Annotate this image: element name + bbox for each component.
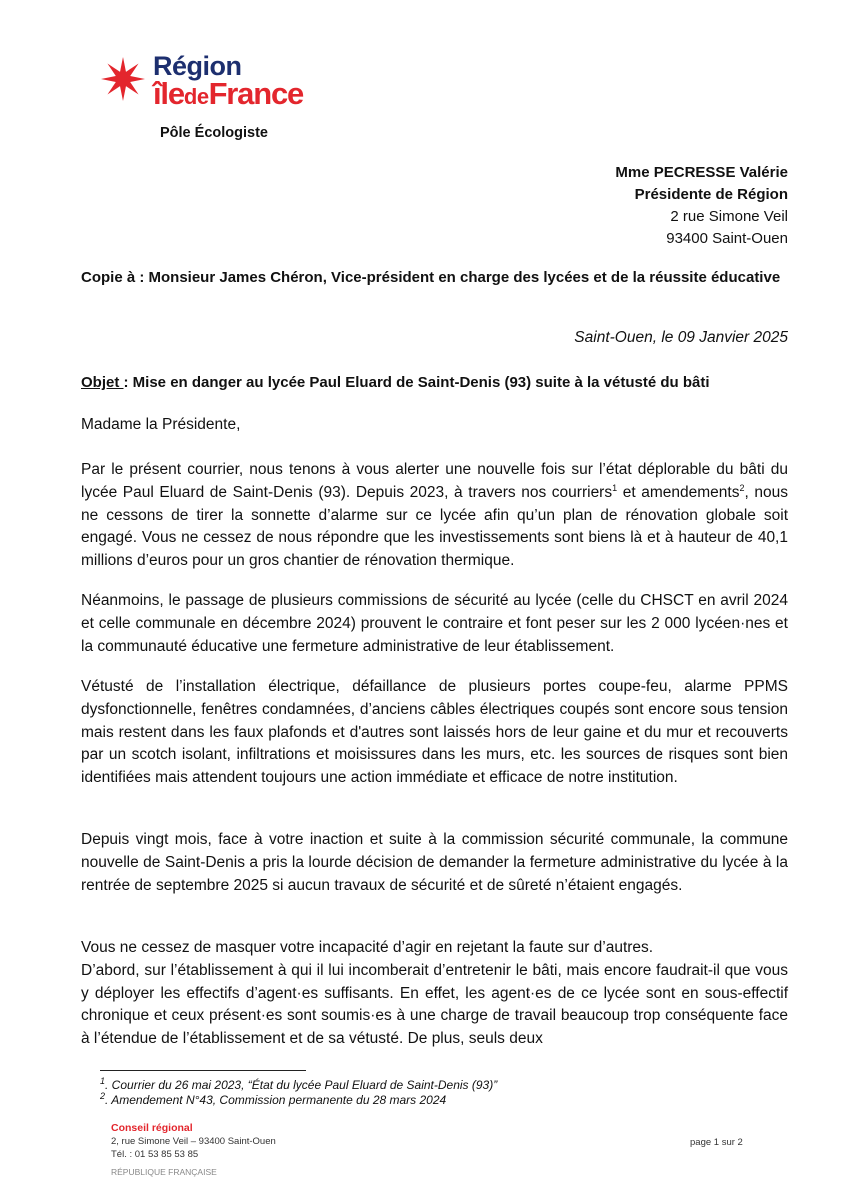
subject-line bbox=[81, 374, 710, 391]
subject-label: Objet bbox=[81, 374, 124, 391]
footnote-1-text: . Courrier du 26 mai 2023, “État du lycée Paul Eluard de Saint-Denis (93)” bbox=[105, 1078, 498, 1092]
footnotes bbox=[100, 1078, 497, 1108]
paragraph-2-text: Néanmoins, le passage de plusieurs commissions de sécurité au lycée (celle du CHSCT en avril 2024 et celle communale en décembre 2024) prouvent le contraire et font peser sur les 2 000 lycéen·nes et la communauté éducative une fermeture administrative de leur établissement. bbox=[81, 592, 788, 655]
footer-org: Conseil régional bbox=[111, 1122, 193, 1134]
footnote-2-text: . Amendement N°43, Commission permanente du 28 mars 2024 bbox=[105, 1093, 447, 1107]
copy-to-line: Copie à : Monsieur James Chéron, Vice-président en charge des lycées et de la réussite éducative bbox=[81, 269, 781, 286]
recipient-address-line1: 2 rue Simone Veil bbox=[670, 208, 788, 225]
paragraph-4 bbox=[81, 829, 788, 897]
footnote-1-number: 1 bbox=[100, 1076, 106, 1086]
paragraph-5 bbox=[81, 937, 788, 1051]
star-icon bbox=[100, 56, 146, 102]
footer-phone: Tél. : 01 53 85 53 85 bbox=[111, 1149, 199, 1160]
paragraph-3 bbox=[81, 676, 788, 790]
recipient-address-line2: 93400 Saint-Ouen bbox=[666, 230, 788, 247]
paragraph-1-part-c: , nous ne cessons de tirer la sonnette d’alarme sur ce lycée afin qu’un plan de rénovation globale soit engagé. Vous ne cessez de nous répondre que les investissements sont biens là et à hauteur de 40,1 millions d’euros pour un gros chantier de rénovation thermique. bbox=[81, 483, 788, 570]
logo-ile: île bbox=[153, 76, 184, 111]
paragraph-1 bbox=[81, 459, 788, 573]
salutation: Madame la Présidente, bbox=[81, 416, 241, 433]
paragraph-5-text: D’abord, sur l’établissement à qui il lui incomberait d’entretenir le bâti, mais encore faudrait-il que vous y déployer les effectifs d’agent·es suffisants. En effet, les agent·es de ce lycée sont en sous-effectif chronique et ceux présent·es sont soumis·es à une charge de travail beaucoup trop conséquente face à l’étendue de l’établissement et de sa vétusté. De plus, seuls deux bbox=[81, 961, 788, 1048]
footnote-divider bbox=[100, 1070, 306, 1071]
footer-republic: RÉPUBLIQUE FRANÇAISE bbox=[111, 1167, 217, 1177]
footnote-2-number: 2 bbox=[100, 1091, 106, 1101]
recipient-block bbox=[615, 162, 788, 250]
paragraph-5-line1: Vous ne cessez de masquer votre incapacité d’agir en rejetant la faute sur d’autres. bbox=[81, 939, 654, 956]
letter-date: Saint-Ouen, le 09 Janvier 2025 bbox=[574, 329, 788, 346]
paragraph-1-part-b: et amendements bbox=[617, 483, 740, 501]
page-number: page 1 sur 2 bbox=[690, 1137, 743, 1148]
logo-idf-text bbox=[153, 77, 303, 114]
footnote-2 bbox=[100, 1093, 497, 1108]
logo-region-text: Région bbox=[153, 51, 242, 81]
footnote-1 bbox=[100, 1078, 497, 1093]
recipient-name: Mme PECRESSE Valérie bbox=[615, 164, 788, 181]
paragraph-1-part-a: Par le présent courrier, nous tenons à vous alerter une nouvelle fois sur l’état déplorable du bâti du lycée Paul Eluard de Saint-Denis (93). Depuis 2023, à travers nos courriers bbox=[81, 461, 788, 501]
footnote-ref-2: 2 bbox=[739, 482, 745, 493]
logo-france: France bbox=[208, 76, 304, 111]
footer-address: 2, rue Simone Veil – 93400 Saint-Ouen bbox=[111, 1136, 276, 1147]
region-idf-logo bbox=[100, 50, 360, 112]
logo-de: de bbox=[183, 84, 209, 109]
paragraph-2 bbox=[81, 590, 788, 658]
group-name: Pôle Écologiste bbox=[160, 125, 268, 141]
footnote-ref-1: 1 bbox=[612, 482, 618, 493]
paragraph-3-text: Vétusté de l’installation électrique, défaillance de plusieurs portes coupe-feu, alarme PPMS dysfonctionnelle, fenêtres condamnées, d’anciens câbles électriques coupés sont encore sous tension mais restent dans les faux plafonds et d'autres sont laissés hors de leur gaine et du mur et recouverts par un scotch isolant, infiltrations et moisissures dans les murs, etc. les sources de risques sont bien identifiées mais attendent toujours une action immédiate et efficace de notre institution. bbox=[81, 678, 788, 787]
paragraph-4-text: Depuis vingt mois, face à votre inaction et suite à la commission sécurité communale, la commune nouvelle de Saint-Denis a pris la lourde décision de demander la fermeture administrative du lycée à la rentrée de septembre 2025 si aucun travaux de sécurité et de sûreté n’étaient engagés. bbox=[81, 831, 788, 894]
page-footer bbox=[111, 1122, 276, 1179]
recipient-title: Présidente de Région bbox=[634, 186, 788, 203]
subject-text: : Mise en danger au lycée Paul Eluard de Saint-Denis (93) suite à la vétusté du bâti bbox=[123, 374, 710, 391]
